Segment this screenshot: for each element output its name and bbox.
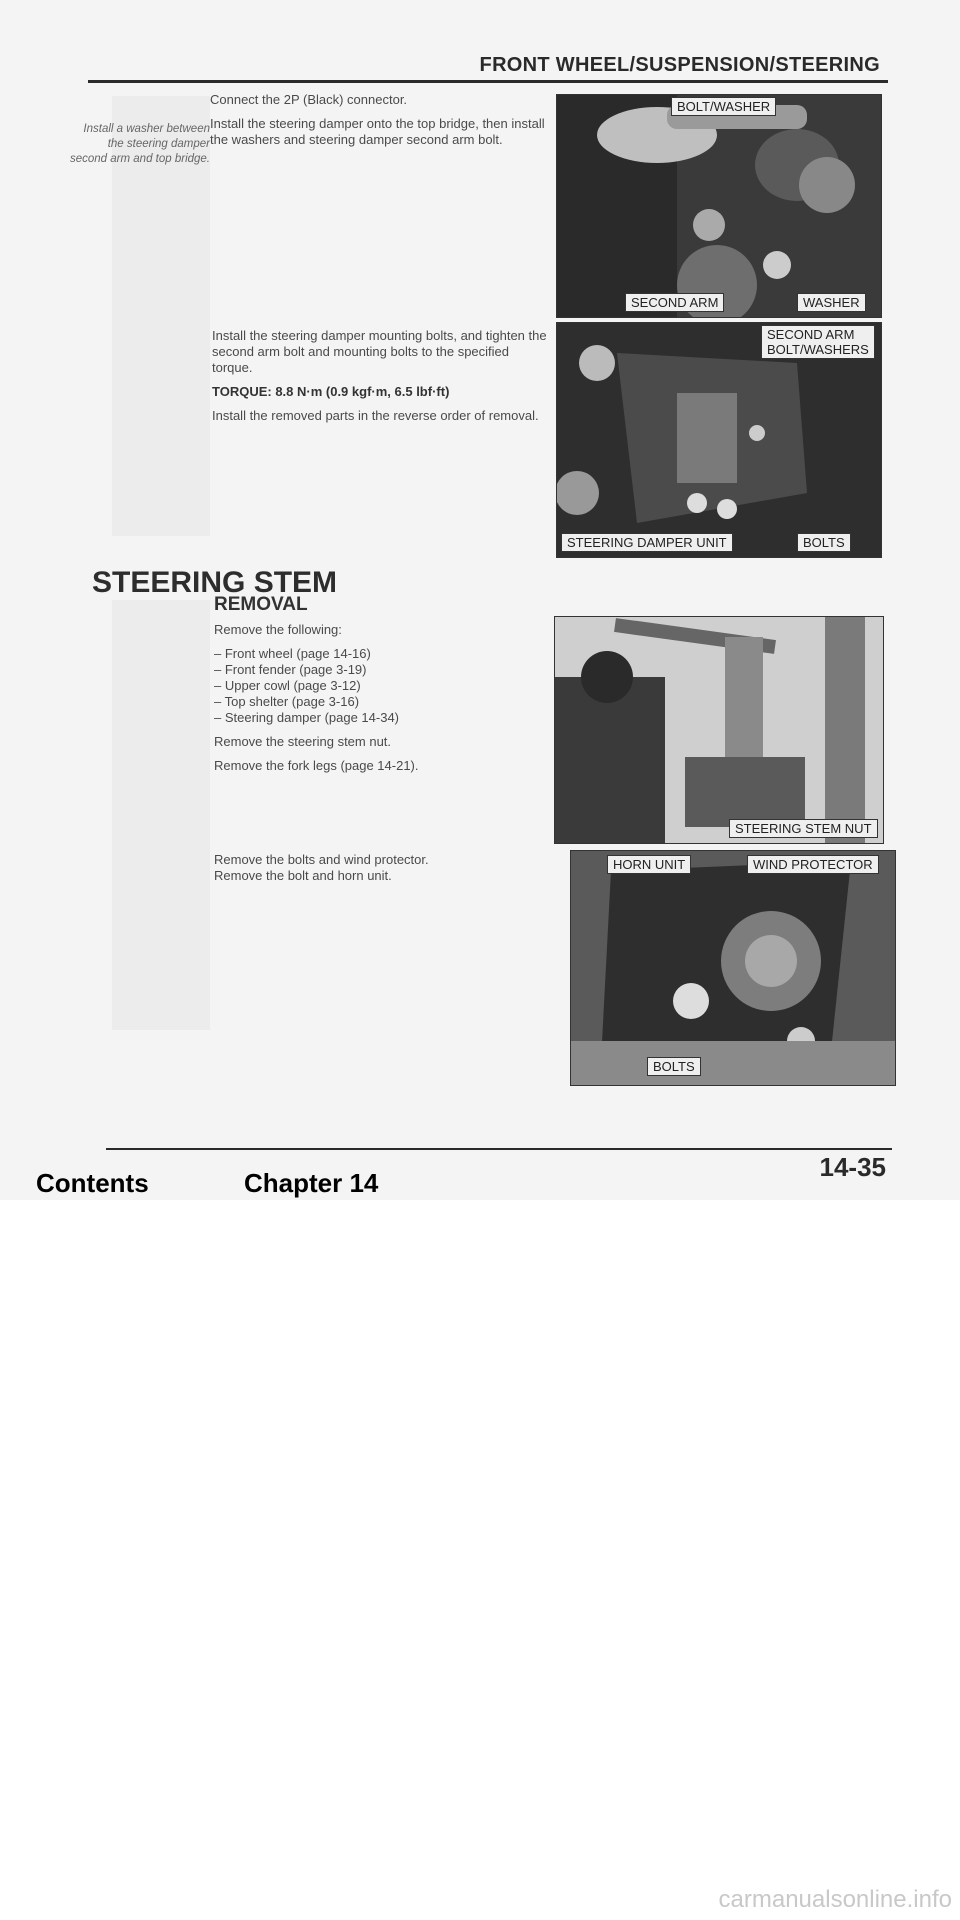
- callout-second-arm: SECOND ARM: [625, 293, 724, 312]
- photo-stem-nut: [554, 616, 884, 844]
- list-item: – Steering damper (page 14-34): [214, 710, 534, 726]
- page-header-title: FRONT WHEEL/SUSPENSION/STEERING: [479, 54, 880, 76]
- photo-stem-nut-image: [555, 617, 883, 843]
- install-text-top: [210, 92, 550, 156]
- list-item: – Front fender (page 3-19): [214, 662, 534, 678]
- callout-washer: WASHER: [797, 293, 866, 312]
- photo-damper-top: [556, 94, 882, 318]
- photo-damper-unit: [556, 322, 882, 558]
- section-title: STEERING STEM: [92, 566, 338, 599]
- step-remove-horn: Remove the bolt and horn unit.: [214, 868, 392, 883]
- removal-intro: Remove the following:: [214, 622, 342, 637]
- step-remove-wind: Remove the bolts and wind protector.: [214, 852, 429, 867]
- install-text-mid: [212, 328, 552, 432]
- callout-stem-nut: STEERING STEM NUT: [729, 819, 878, 838]
- step-install-bolts: Install the steering damper mounting bolts, and tighten the second arm bolt and mounting bolts to the specified torque.: [212, 328, 547, 375]
- callout-bolt-washer: BOLT/WASHER: [671, 97, 776, 116]
- callout-damper-unit: STEERING DAMPER UNIT: [561, 533, 733, 552]
- callout-second-arm-bolts: SECOND ARM BOLT/WASHERS: [761, 325, 875, 359]
- list-item: – Front wheel (page 14-16): [214, 646, 534, 662]
- side-note: Install a washer between the steering damper second arm and top bridge.: [70, 123, 211, 165]
- torque-spec: TORQUE: 8.8 N·m (0.9 kgf·m, 6.5 lbf·ft): [212, 384, 450, 399]
- left-column-shade-lower: [112, 600, 210, 1030]
- list-item: – Upper cowl (page 3-12): [214, 678, 534, 694]
- callout-bolts: BOLTS: [797, 533, 851, 552]
- callout-horn-unit: HORN UNIT: [607, 855, 691, 874]
- watermark: carmanualsonline.info: [718, 1886, 952, 1913]
- list-item: – Top shelter (page 3-16): [214, 694, 534, 710]
- removal-list: [214, 646, 534, 726]
- step-remove-nut: Remove the steering stem nut.: [214, 734, 392, 749]
- page-number: 14-35: [819, 1152, 886, 1182]
- removal-text: [214, 622, 534, 782]
- footer-rule: [106, 1148, 892, 1150]
- contents-link[interactable]: Contents: [36, 1168, 149, 1198]
- step-connect-connector: Connect the 2P (Black) connector.: [210, 92, 408, 107]
- chapter-link[interactable]: Chapter 14: [244, 1168, 379, 1198]
- removal-text-lower: [214, 852, 534, 892]
- step-reverse-order: Install the removed parts in the reverse order of removal.: [212, 408, 539, 423]
- photo-horn-unit-image: [571, 851, 895, 1085]
- callout-horn-bolts: BOLTS: [647, 1057, 701, 1076]
- photo-damper-top-image: [557, 95, 881, 317]
- header-rule: [88, 80, 888, 83]
- step-remove-forks: Remove the fork legs (page 14-21).: [214, 758, 419, 773]
- callout-wind-protector: WIND PROTECTOR: [747, 855, 879, 874]
- removal-subtitle: REMOVAL: [214, 594, 308, 615]
- photo-horn-unit: [570, 850, 896, 1086]
- step-install-damper: Install the steering damper onto the top bridge, then install the washers and steering damper second arm bolt.: [210, 116, 545, 147]
